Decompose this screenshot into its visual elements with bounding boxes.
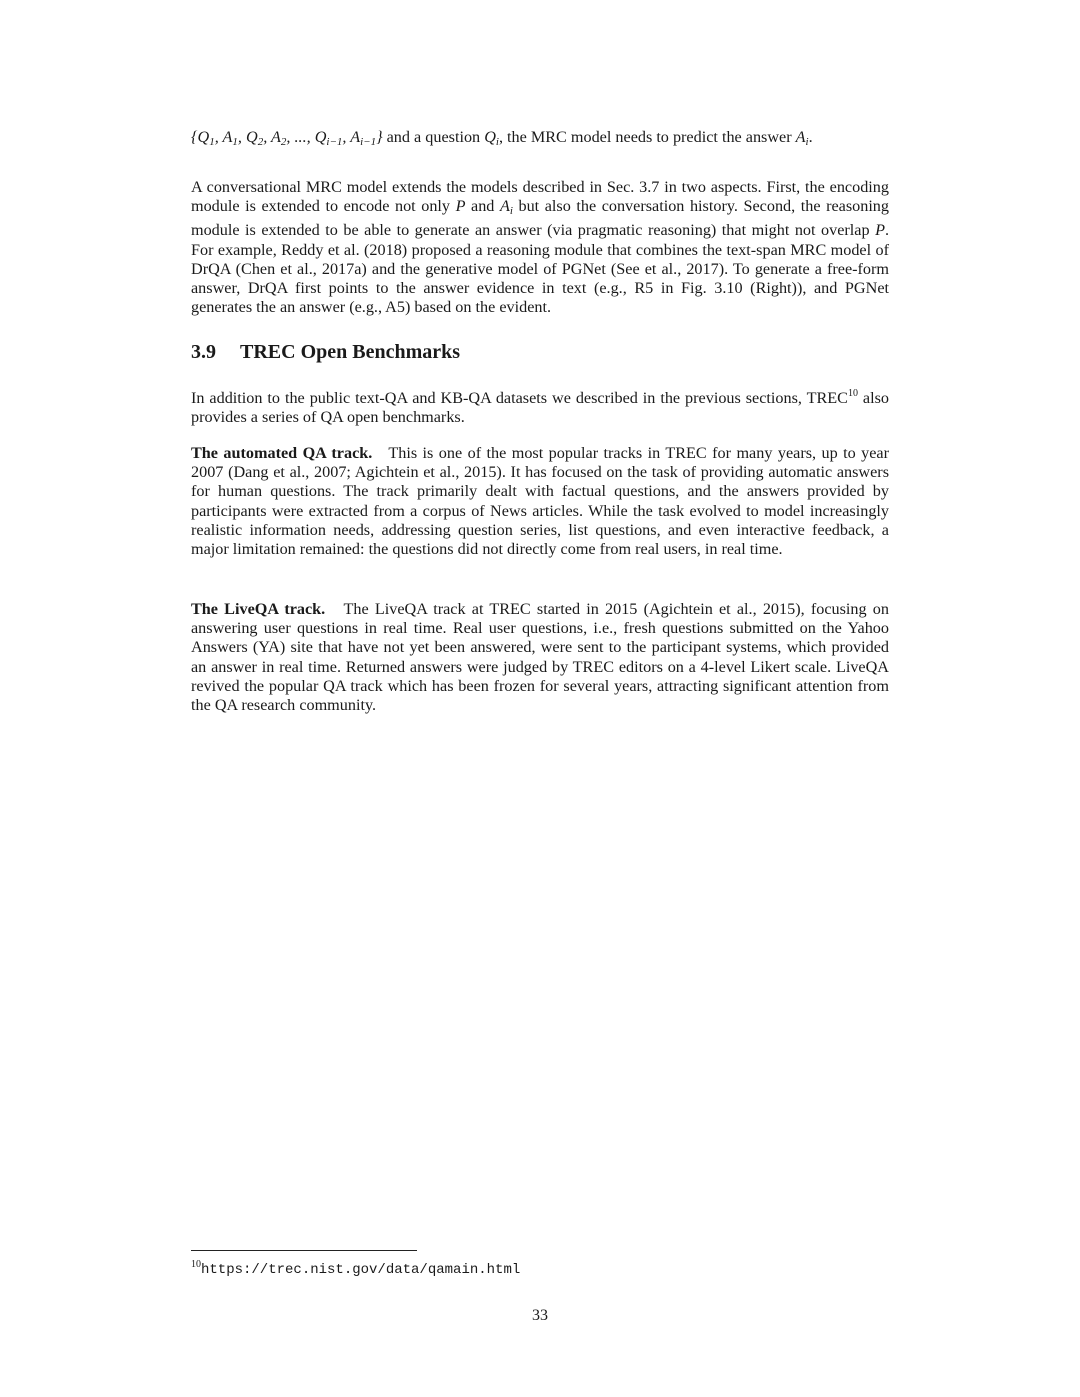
math-ai: $A_i$ [499,197,513,218]
footnote-url[interactable]: https://trec.nist.gov/data/qamain.html [201,1262,521,1278]
context-text-3: . [808,128,813,146]
section-title: TREC Open Benchmarks [240,341,461,363]
footnote-mark: 10 [191,1259,201,1270]
intro-paragraph [191,384,889,427]
section-heading [191,340,460,364]
conv-text-a: A conversational MRC model extends the models described in Sec. 3.7 in two aspects. First, the encoding module is extended to encode not only [191,178,889,216]
automated-qa-track-paragraph [191,444,889,559]
page-number: 33 [532,1307,548,1324]
math-p: P [455,197,466,216]
conv-text-d: . For example, Reddy et al. (2018) proposed a reasoning module that combines the text-span MRC model of DrQA (Chen et al., 2017a) and the generative model of PGNet (See et al., 2017). To generate a free-form answer, DrQA first points to the answer evidence in text (e.g., R5 in Fig. 3.10 (Right)), and PGNet generates the an answer (e.g., A5) based on the evident. [191,221,889,317]
math-conversation-history: {$Q_1$, $A_1$, $Q_2$, $A_2$, ..., $Q_{i-1}$, $A_{i-1}$} [191,128,383,148]
math-question: $Q_i$ [484,128,499,148]
footnote-reference[interactable]: 10 [847,388,858,399]
context-text-1: and a question [382,128,485,146]
conversational-mrc-paragraph [191,178,889,317]
context-paragraph [191,128,889,152]
math-p-2: P [875,221,885,240]
context-text-2: , the MRC model needs to predict the answer [498,128,796,146]
automated-qa-track-title: The automated QA track. [191,444,373,462]
intro-text-after: also provides a series of QA open benchmarks. [191,389,890,427]
footnote [191,1256,520,1279]
conv-text-c: but also the conversation history. Second, the reasoning module is extended to be able to generate an answer (via pragmatic reasoning) that might not overlap [191,197,889,240]
liveqa-track-body: The LiveQA track at TREC started in 2015 (Agichtein et al., 2015), focusing on answering user questions in real time. Real user questions, i.e., fresh questions submitted on the Yahoo Answers (YA) site that have not yet been answered, were sent to the participant systems, which provided an answer in real time. Returned answers were judged by TREC editors on a 4-level Likert scale. LiveQA revived the popular QA track which has been frozen for several years, attracting significant attention from the QA research community. [191,600,889,715]
liveqa-track-title: The LiveQA track. [191,600,326,618]
liveqa-track-paragraph [191,600,889,715]
footnote-rule [191,1250,417,1251]
automated-qa-track-body: This is one of the most popular tracks in TREC for many years, up to year 2007 (Dang et al., 2007; Agichtein et al., 2015). It has focused on the task of providing automatic answers for human questions. The track primarily dealt with factual questions, and the answers provided by participants were extracted from a corpus of News articles. While the task evolved to model increasingly realistic information needs, addressing question series, list questions, and even interactive feedback, a major limitation remained: the questions did not directly come from real users, in real time. [191,444,889,559]
intro-text-before: In addition to the public text-QA and KB-QA datasets we described in the previous sections, TREC [191,389,848,407]
section-number: 3.9 [191,341,216,363]
conv-text-b: and [465,197,500,216]
math-answer: $A_i$ [795,128,809,148]
